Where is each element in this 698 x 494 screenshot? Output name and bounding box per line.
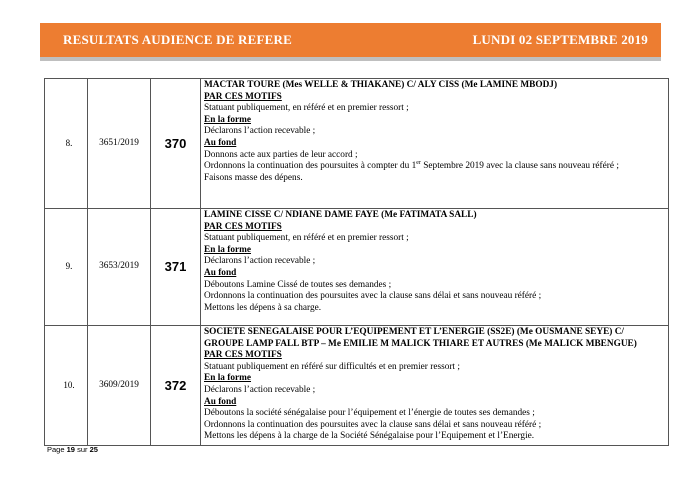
row-index: 8. [45, 79, 88, 209]
row-parties: LAMINE CISSE C/ NDIANE DAME FAYE (Me FATIMATA SALL) [204, 210, 477, 220]
forme-text: Déclarons l’action recevable ; [204, 126, 316, 137]
row-decision [201, 326, 669, 446]
page-footer [47, 445, 98, 454]
table-row [45, 326, 669, 446]
fond-heading: Au fond [204, 267, 237, 278]
page-label: Page [47, 445, 65, 454]
fond-line-1: Déboutons la société sénégalaise pour l’équipement et l’énergie de toutes ses demandes ; [204, 408, 535, 419]
forme-text: Déclarons l’action recevable ; [204, 256, 316, 267]
fond-line-3: Faisons masse des dépens. [204, 172, 303, 183]
results-table [44, 78, 669, 446]
motifs-heading: PAR CES MOTIFS [204, 221, 282, 232]
forme-heading: En la forme [204, 244, 251, 255]
motifs-heading: PAR CES MOTIFS [204, 91, 282, 102]
fond-line-1: Donnons acte aux parties de leur accord ; [204, 149, 358, 160]
fond-line-2-part: Ordonnons la continuation des poursuites à compter du 1 [204, 161, 417, 172]
motifs-heading: PAR CES MOTIFS [204, 350, 282, 361]
row-ordonnance-number: 372 [151, 326, 201, 446]
fond-heading: Au fond [204, 137, 237, 148]
fond-line-3: Mettons les dépens à sa charge. [204, 302, 322, 313]
fond-line-2-part: Septembre 2019 avec la clause sans nouveau référé ; [420, 161, 619, 172]
header-title: RESULTATS AUDIENCE DE REFERE [63, 32, 292, 47]
page-number: 19 [66, 445, 75, 454]
statuant-text: Statuant publiquement, en référé et en premier ressort ; [204, 233, 409, 244]
forme-heading: En la forme [204, 114, 251, 125]
row-ordonnance-number: 370 [151, 79, 201, 209]
fond-heading: Au fond [204, 396, 237, 407]
forme-text: Déclarons l’action recevable ; [204, 384, 316, 395]
fond-line-2 [204, 161, 664, 173]
forme-heading: En la forme [204, 373, 251, 384]
row-parties: MACTAR TOURE (Mes WELLE & THIAKANE) C/ ALY CISS (Me LAMINE MBODJ) [204, 80, 558, 90]
table-row [45, 79, 669, 209]
fond-line-2-sup: er [416, 160, 421, 167]
header-date: LUNDI 02 SEPTEMBRE 2019 [472, 32, 648, 47]
row-ordonnance-number: 371 [151, 209, 201, 326]
header-banner [40, 23, 661, 61]
row-decision [201, 209, 669, 326]
statuant-text: Statuant publiquement en référé sur difficultés et en premier ressort ; [204, 361, 460, 372]
table-row [45, 209, 669, 326]
row-decision [201, 79, 669, 209]
fond-line-2: Ordonnons la continuation des poursuites avec la clause sans délai et sans nouveau référé ; [204, 419, 542, 430]
statuant-text: Statuant publiquement, en référé et en premier ressort ; [204, 103, 409, 114]
row-rg-number: 3609/2019 [88, 326, 151, 446]
row-parties: SOCIETE SENEGALAISE POUR L’EQUIPEMENT ET L’ENERGIE (SS2E) (Me OUSMANE SEYE) C/ GROUPE LAMP FALL BTP – Me EMILIE M MALICK THIARE ET AUTRES (Me MALICK MBENGUE) [204, 327, 637, 349]
row-rg-number: 3653/2019 [88, 209, 151, 326]
row-index: 10. [45, 326, 88, 446]
row-rg-number: 3651/2019 [88, 79, 151, 209]
page-separator: sur [77, 445, 88, 454]
fond-line-1: Déboutons Lamine Cissé de toutes ses demandes ; [204, 279, 392, 290]
row-index: 9. [45, 209, 88, 326]
page-total: 25 [89, 445, 98, 454]
fond-line-3: Mettons les dépens à la charge de la Société Sénégalaise pour l’Equipement et l’Energie. [204, 431, 535, 442]
fond-line-2: Ordonnons la continuation des poursuites avec la clause sans délai et sans nouveau référé ; [204, 291, 542, 302]
